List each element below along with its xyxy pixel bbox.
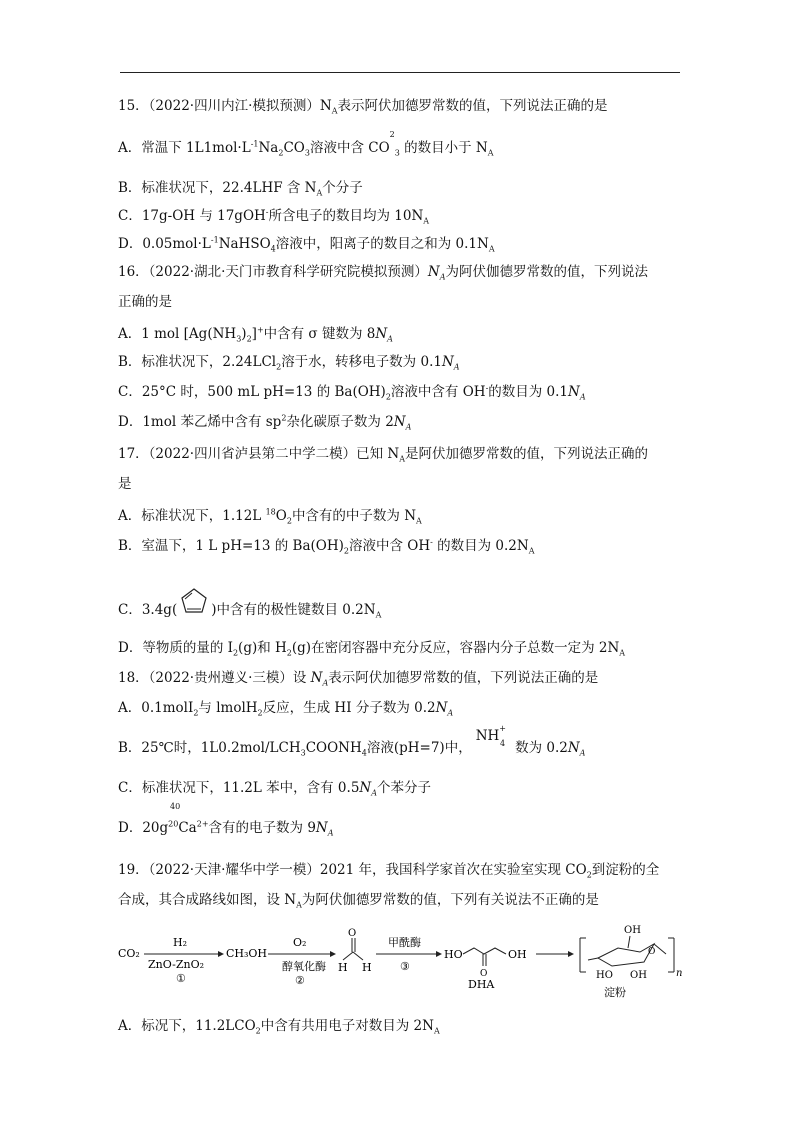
scheme-cat1: ZnO-ZnO₂ — [148, 958, 205, 971]
scheme-co2: CO₂ — [118, 947, 140, 960]
scheme-h-left: H — [338, 961, 348, 974]
q15-option-a: A．常温下 $1L1mol\cdot L^{-1}Na_2CO_3$溶液中含 $CO^2_3$ 的数目小于 $N_A$ — [118, 129, 494, 158]
q19-option-a: A．标况下，$11.2LCO_2$中含有共用电子对数目为 $2N_A$ — [118, 1018, 440, 1036]
q19-stem: 19．（2022·天津·耀华中学一模）2021 年，我国科学家首次在实验室实现 $CO_2$到淀粉的全 — [118, 862, 660, 880]
scheme-step3: ③ — [400, 960, 410, 973]
scheme-cat2: 醇氧化酶 — [282, 960, 326, 973]
q16-option-a: A．1 mol $[Ag(NH_3)_2]^+$中含有 σ 键数为 $8N_A$ — [118, 325, 393, 344]
scheme-dha-label: DHA — [468, 978, 495, 991]
q18-option-b: B．25℃时，$1L0.2mol/LCH_3COONH_4$溶液(pH=7)中，$NH^+_4$ 数为 $0.2N_A$ — [118, 723, 586, 758]
q15-option-c: C．17g-OH 与 17gOH-所含电子的数目均为 $10N_A$ — [118, 207, 430, 226]
scheme-step1: ① — [176, 972, 186, 985]
ammonium-ion: $NH^+_4$ — [475, 723, 506, 748]
scheme-formaldehyde-o: O — [348, 928, 357, 939]
q15-stem: 15．（2022·四川内江·模拟预测）$N_A$表示阿伏加德罗常数的值，下列说法正确的是 — [118, 98, 608, 116]
scheme-oh-right: OH — [508, 948, 527, 961]
q17-stem: 17．（2022·四川省泸县第二中学二模）已知 $N_A$是阿伏加德罗常数的值，下列说法正确的 — [118, 446, 648, 464]
q16-option-c: C．25°C 时，500 mL pH=13 的 $Ba(OH)_2$溶液中含有 OH-的数目为 $0.1N_A$ — [118, 383, 586, 402]
scheme-step2: ② — [295, 974, 305, 987]
q18-stem: 18．（2022·贵州遵义·三模）设 $N_A$表示阿伏加德罗常数的值，下列说法正确的是 — [118, 670, 599, 688]
scheme-n: n — [676, 968, 683, 979]
q17-option-a: A．标准状况下，1.12L $^{18}O_2$中含有的中子数为 $N_A$ — [118, 507, 422, 526]
q16-option-b: B．标准状况下，2.24LCl$_2$溶于水，转移电子数为 $0.1N_A$ — [118, 354, 460, 372]
q17-stem-cont: 是 — [118, 476, 132, 492]
pyrrole-ring-icon — [179, 586, 209, 620]
scheme-starch-label: 淀粉 — [604, 986, 626, 999]
q18-option-a: A．0.1molI$_2$与 lmolH$_2$反应，生成 HI 分子数为 $0.2N_A$ — [118, 700, 454, 718]
q17-option-b: B．室温下，1 L pH=13 的 $Ba(OH)_2$溶液中含 OH- 的数目为 $0.2N_A$ — [118, 537, 535, 556]
scheme-h2: H₂ — [173, 936, 188, 949]
scheme-ch3oh: CH₃OH — [226, 947, 268, 960]
scheme-dha-o: O — [480, 969, 488, 979]
q15-option-d: D．$0.05mol\cdot L^{-1}NaHSO_4$溶液中，阳离子的数目之和为 $0.1N_A$ — [118, 235, 495, 254]
scheme-starch-ring-o: O — [648, 947, 656, 957]
q17-option-c: C．3.4g( )中含有的极性键数目 $0.2N_A$ — [118, 586, 381, 620]
scheme-o2: O₂ — [293, 936, 307, 949]
synthesis-scheme — [118, 924, 688, 1002]
q18-option-c: C．标准状况下，11.2L 苯中，含有 $0.5N_A$个苯分子 — [118, 780, 431, 798]
scheme-starch-ho: HO — [596, 970, 613, 981]
q17-option-d: D．等物质的量的 $I_2(g)$和 $H_2(g)$在密闭容器中充分反应，容器内分子总数一定为 $2N_A$ — [118, 640, 626, 658]
scheme-starch-oh-top: OH — [624, 925, 641, 936]
q18-option-d-mass-number: 40 — [170, 802, 181, 811]
scheme-cat3: 甲酰酶 — [388, 936, 421, 949]
q16-option-d: D．1mol 苯乙烯中含有 $sp^2$杂化碳原子数为 $2N_A$ — [118, 413, 412, 432]
q16-stem-cont: 正确的是 — [118, 294, 172, 310]
q19-stem-cont: 合成，其合成路线如图，设 $N_A$为阿伏伽德罗常数的值，下列有关说法不正确的是 — [118, 892, 599, 910]
scheme-h-right: H — [362, 961, 372, 974]
q16-stem: 16．（2022·湖北·天门市教育科学研究院模拟预测）$N_A$为阿伏伽德罗常数的值，下列说法 — [118, 264, 648, 282]
scheme-ho-left: HO — [444, 948, 463, 961]
q15-option-b: B．标准状况下，22.4LHF 含 $N_A$个分子 — [118, 180, 363, 198]
header-rule — [120, 72, 680, 73]
q18-option-d: D．$20g^{20}Ca^{2+}$含有的电子数为 $9N_A$ — [118, 819, 334, 838]
scheme-starch-oh: OH — [630, 970, 647, 981]
